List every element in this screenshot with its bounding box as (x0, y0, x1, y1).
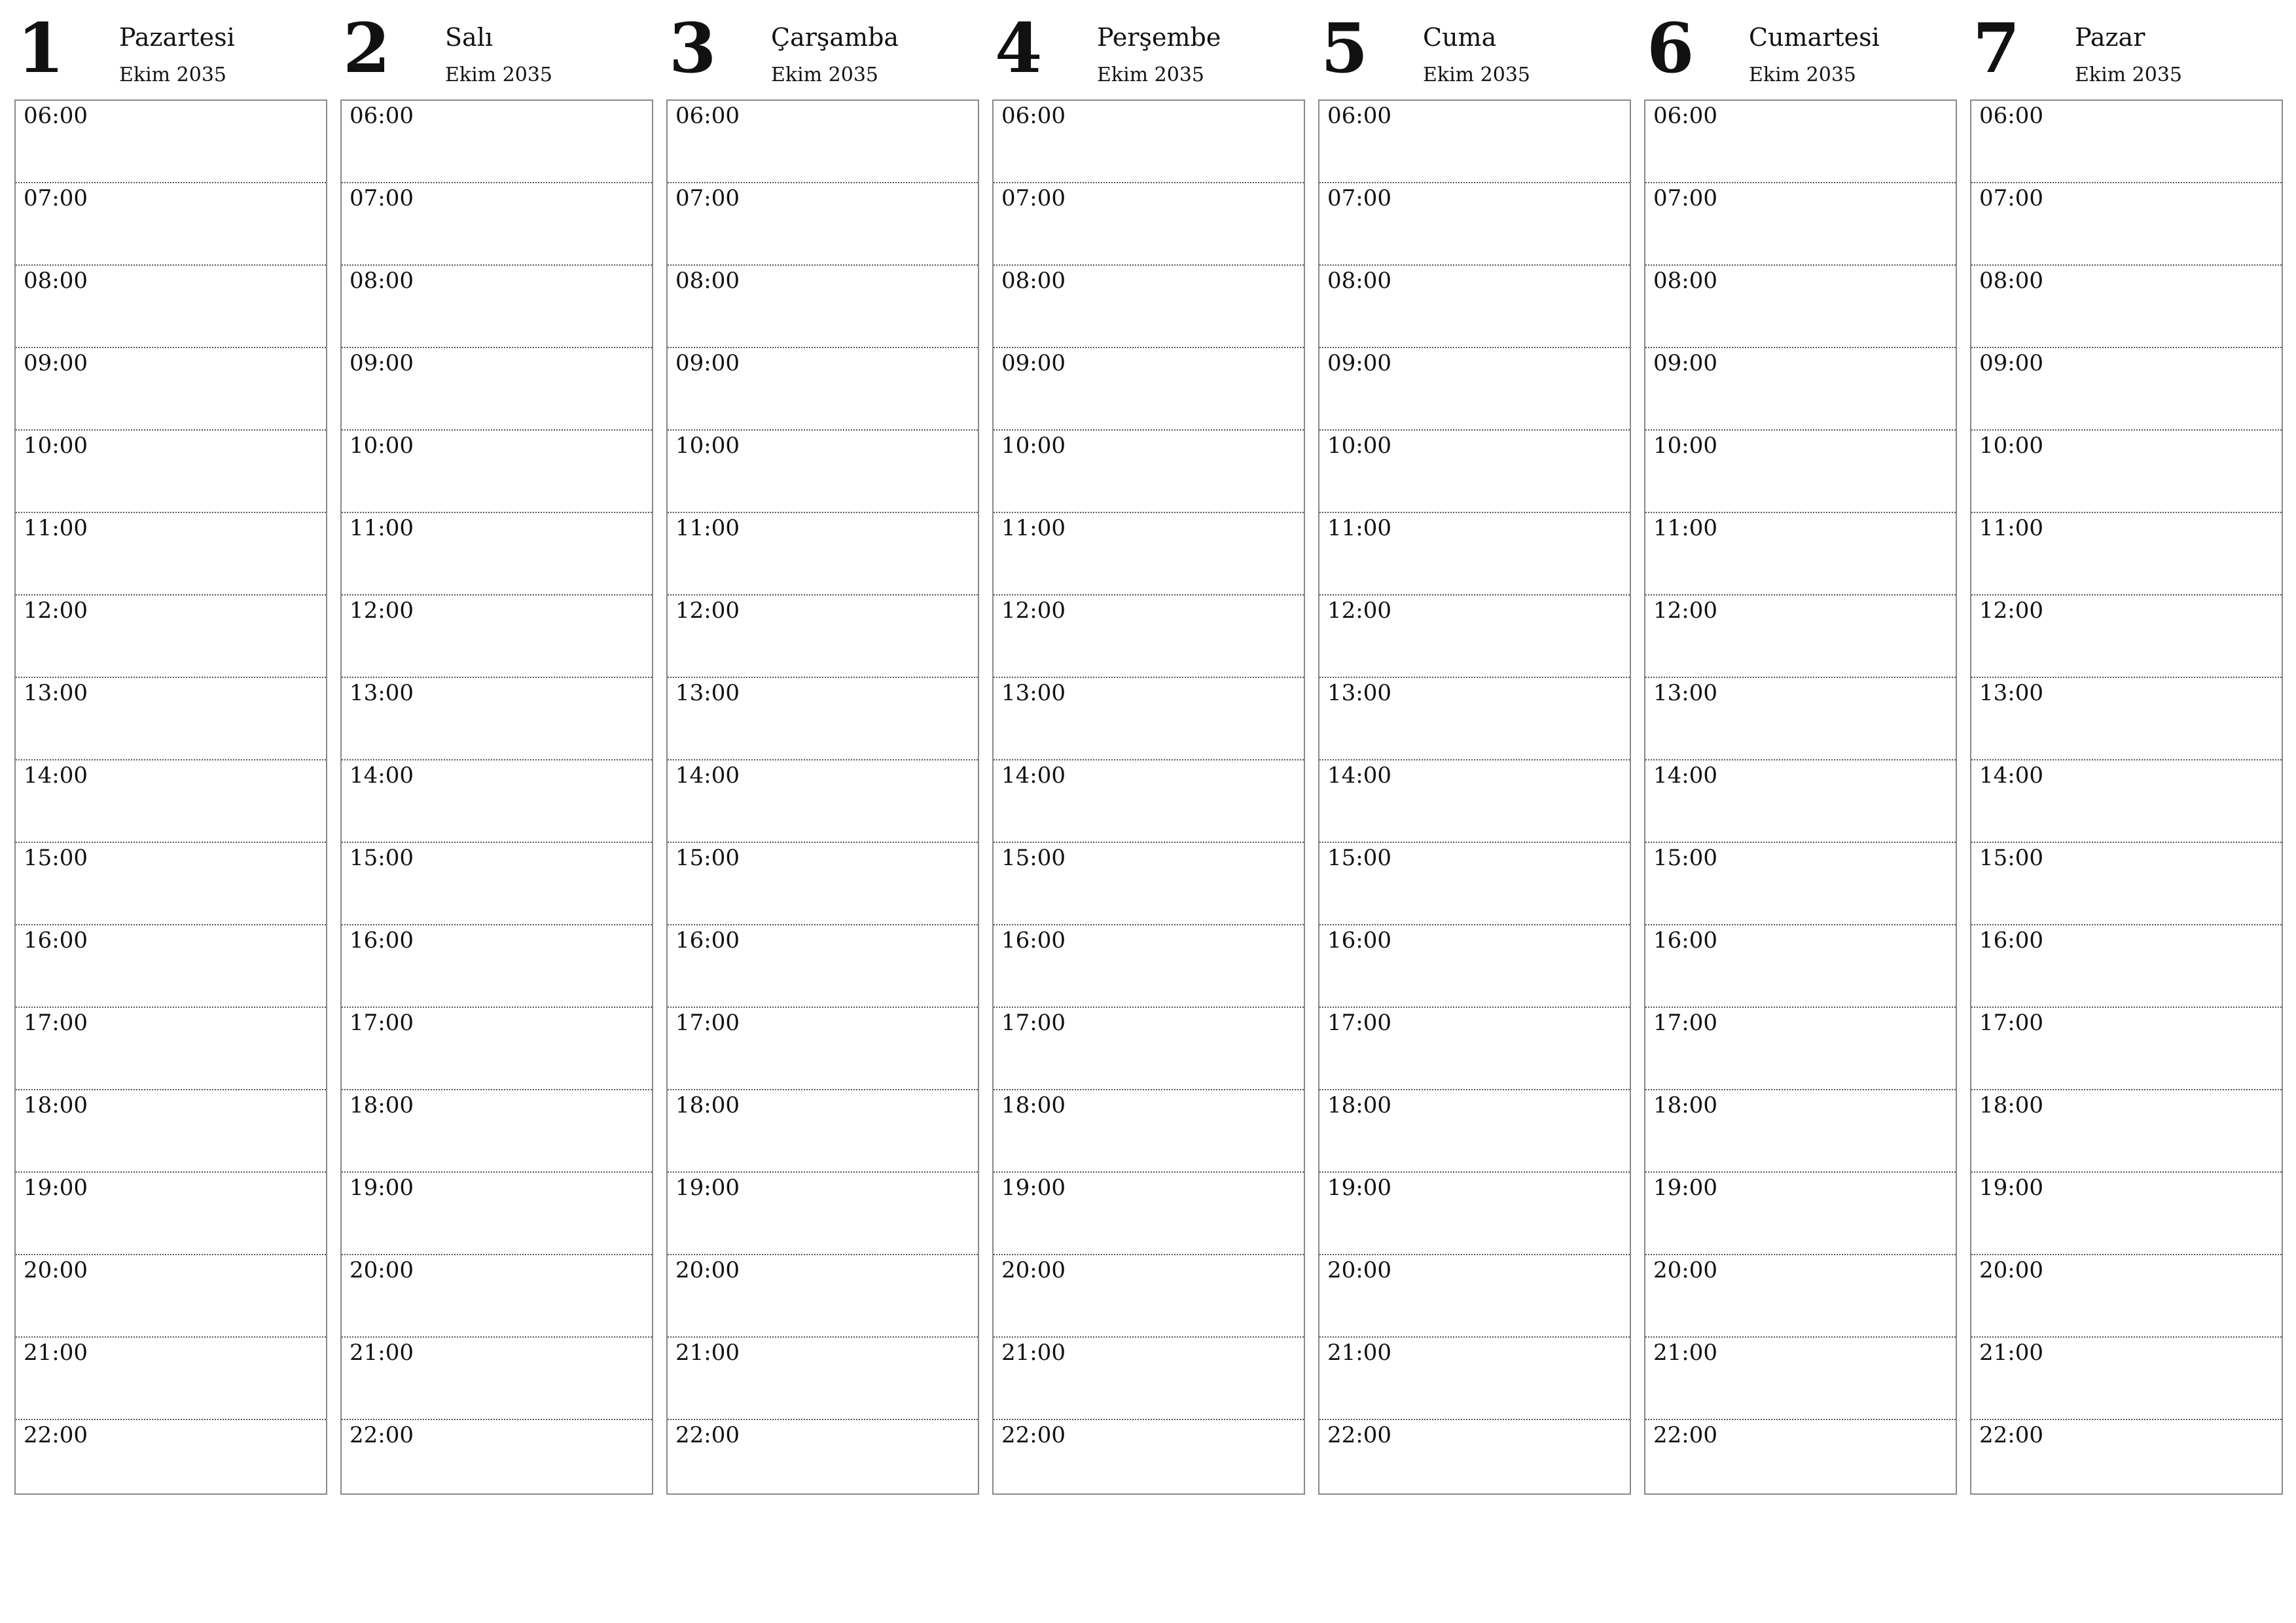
hour-slot[interactable] (994, 513, 1304, 596)
hour-label: 07:00 (350, 185, 414, 211)
hour-label: 17:00 (1327, 1010, 1391, 1036)
month-label: Ekim 2035 (1423, 63, 1531, 86)
hour-slots (666, 99, 979, 1495)
hour-label: 20:00 (1653, 1257, 1717, 1283)
hour-slot[interactable] (1319, 760, 1630, 843)
hour-slot[interactable] (1645, 348, 1956, 431)
hour-slot[interactable] (1645, 266, 1956, 348)
hour-label: 18:00 (1001, 1092, 1066, 1118)
hour-label: 20:00 (24, 1257, 88, 1283)
hour-slot[interactable] (668, 1420, 978, 1501)
hour-label: 07:00 (1653, 185, 1717, 211)
hour-slot[interactable] (1971, 266, 2282, 348)
hour-slot[interactable] (994, 760, 1304, 843)
hour-slot[interactable] (16, 513, 326, 596)
day-name: Salı (445, 23, 493, 52)
hour-slot[interactable] (1971, 513, 2282, 596)
hour-label: 09:00 (350, 350, 414, 376)
hour-label: 08:00 (675, 268, 740, 294)
day-header (1644, 0, 1957, 99)
day-column (1970, 0, 2283, 1499)
hour-label: 15:00 (24, 845, 88, 871)
hour-slot[interactable] (668, 266, 978, 348)
hour-label: 18:00 (350, 1092, 414, 1118)
hour-slot[interactable] (994, 596, 1304, 678)
hour-slot[interactable] (342, 1255, 652, 1338)
hour-slot[interactable] (1971, 925, 2282, 1008)
hour-label: 17:00 (1001, 1010, 1066, 1036)
day-number: 3 (669, 8, 717, 88)
hour-label: 21:00 (350, 1340, 414, 1366)
hour-label: 08:00 (1327, 268, 1391, 294)
day-header (992, 0, 1305, 99)
hour-slot[interactable] (994, 266, 1304, 348)
hour-slot[interactable] (668, 1008, 978, 1090)
hour-slot[interactable] (1319, 1255, 1630, 1338)
day-name: Cumartesi (1749, 23, 1880, 52)
hour-slot[interactable] (994, 1420, 1304, 1501)
hour-label: 12:00 (1979, 597, 2043, 624)
hour-slot[interactable] (1645, 513, 1956, 596)
hour-label: 17:00 (675, 1010, 740, 1036)
hour-label: 06:00 (1653, 103, 1717, 129)
hour-label: 16:00 (24, 927, 88, 954)
hour-slots (1318, 99, 1631, 1495)
hour-slot[interactable] (1645, 843, 1956, 925)
hour-slot[interactable] (668, 843, 978, 925)
hour-slot[interactable] (668, 1338, 978, 1420)
hour-label: 19:00 (1001, 1175, 1066, 1201)
hour-slot[interactable] (668, 183, 978, 266)
hour-label: 19:00 (1653, 1175, 1717, 1201)
hour-slot[interactable] (342, 1090, 652, 1173)
hour-label: 08:00 (24, 268, 88, 294)
hour-slots (1970, 99, 2283, 1495)
day-number: 2 (343, 8, 391, 88)
hour-label: 18:00 (1653, 1092, 1717, 1118)
hour-slot[interactable] (668, 596, 978, 678)
hour-label: 16:00 (1979, 927, 2043, 954)
hour-label: 21:00 (1979, 1340, 2043, 1366)
hour-label: 20:00 (1979, 1257, 2043, 1283)
hour-slot[interactable] (1971, 348, 2282, 431)
hour-label: 16:00 (350, 927, 414, 954)
hour-slot[interactable] (994, 1173, 1304, 1255)
hour-label: 12:00 (1327, 597, 1391, 624)
month-label: Ekim 2035 (771, 63, 879, 86)
hour-label: 20:00 (1327, 1257, 1391, 1283)
day-header (1318, 0, 1631, 99)
hour-label: 19:00 (1979, 1175, 2043, 1201)
hour-label: 22:00 (350, 1422, 414, 1448)
hour-label: 16:00 (1327, 927, 1391, 954)
hour-slot[interactable] (1971, 1008, 2282, 1090)
hour-slot[interactable] (1319, 1090, 1630, 1173)
hour-label: 07:00 (675, 185, 740, 211)
hour-label: 07:00 (1001, 185, 1066, 211)
hour-label: 20:00 (1001, 1257, 1066, 1283)
hour-slot[interactable] (994, 101, 1304, 183)
hour-label: 06:00 (350, 103, 414, 129)
hour-label: 09:00 (24, 350, 88, 376)
hour-slot[interactable] (16, 1255, 326, 1338)
hour-slot[interactable] (16, 348, 326, 431)
hour-label: 14:00 (1001, 762, 1066, 789)
hour-slot[interactable] (16, 1173, 326, 1255)
day-column (14, 0, 327, 1499)
hour-slot[interactable] (16, 183, 326, 266)
hour-label: 09:00 (1001, 350, 1066, 376)
hour-label: 18:00 (1327, 1092, 1391, 1118)
hour-label: 14:00 (1653, 762, 1717, 789)
hour-label: 12:00 (350, 597, 414, 624)
hour-slot[interactable] (1319, 266, 1630, 348)
hour-slots (14, 99, 327, 1495)
hour-slot[interactable] (1645, 1090, 1956, 1173)
hour-slot[interactable] (1319, 596, 1630, 678)
hour-slot[interactable] (668, 431, 978, 513)
hour-label: 10:00 (24, 433, 88, 459)
hour-label: 15:00 (350, 845, 414, 871)
hour-label: 20:00 (350, 1257, 414, 1283)
day-column (1644, 0, 1957, 1499)
hour-slot[interactable] (1319, 101, 1630, 183)
hour-slot[interactable] (1319, 925, 1630, 1008)
hour-label: 22:00 (1979, 1422, 2043, 1448)
hour-slot[interactable] (342, 431, 652, 513)
hour-label: 20:00 (675, 1257, 740, 1283)
hour-slot[interactable] (1319, 1008, 1630, 1090)
hour-label: 12:00 (675, 597, 740, 624)
hour-label: 16:00 (1001, 927, 1066, 954)
hour-label: 17:00 (24, 1010, 88, 1036)
hour-label: 12:00 (1653, 597, 1717, 624)
hour-slot[interactable] (1971, 1173, 2282, 1255)
hour-slot[interactable] (1971, 678, 2282, 760)
hour-label: 08:00 (350, 268, 414, 294)
hour-label: 11:00 (350, 515, 414, 541)
hour-label: 14:00 (1327, 762, 1391, 789)
hour-slot[interactable] (342, 183, 652, 266)
hour-label: 10:00 (1001, 433, 1066, 459)
hour-slot[interactable] (994, 183, 1304, 266)
hour-label: 10:00 (1653, 433, 1717, 459)
hour-slot[interactable] (16, 678, 326, 760)
month-label: Ekim 2035 (119, 63, 227, 86)
hour-slot[interactable] (342, 1338, 652, 1420)
hour-label: 19:00 (1327, 1175, 1391, 1201)
hour-label: 21:00 (1327, 1340, 1391, 1366)
hour-slot[interactable] (342, 348, 652, 431)
hour-label: 21:00 (1001, 1340, 1066, 1366)
hour-label: 19:00 (350, 1175, 414, 1201)
hour-label: 13:00 (24, 680, 88, 706)
hour-label: 13:00 (1001, 680, 1066, 706)
hour-label: 11:00 (675, 515, 740, 541)
hour-label: 11:00 (1001, 515, 1066, 541)
hour-slot[interactable] (1645, 678, 1956, 760)
hour-slot[interactable] (16, 760, 326, 843)
hour-label: 10:00 (1979, 433, 2043, 459)
hour-label: 22:00 (1327, 1422, 1391, 1448)
hour-slots (992, 99, 1305, 1495)
hour-label: 15:00 (1979, 845, 2043, 871)
hour-label: 13:00 (1327, 680, 1391, 706)
hour-slot[interactable] (1319, 183, 1630, 266)
month-label: Ekim 2035 (1097, 63, 1205, 86)
day-column (666, 0, 979, 1499)
day-name: Perşembe (1097, 23, 1221, 52)
day-header (14, 0, 327, 99)
hour-slot[interactable] (668, 1173, 978, 1255)
hour-label: 11:00 (1979, 515, 2043, 541)
hour-slot[interactable] (1645, 1173, 1956, 1255)
hour-label: 14:00 (675, 762, 740, 789)
hour-slot[interactable] (668, 101, 978, 183)
hour-slot[interactable] (668, 513, 978, 596)
hour-slot[interactable] (1645, 1420, 1956, 1501)
hour-slot[interactable] (1971, 183, 2282, 266)
month-label: Ekim 2035 (2075, 63, 2183, 86)
hour-slot[interactable] (668, 925, 978, 1008)
hour-slots (340, 99, 653, 1495)
hour-slot[interactable] (1971, 1338, 2282, 1420)
hour-slot[interactable] (1645, 101, 1956, 183)
hour-label: 13:00 (1979, 680, 2043, 706)
hour-label: 15:00 (1001, 845, 1066, 871)
day-number: 5 (1321, 8, 1369, 88)
hour-label: 22:00 (1001, 1422, 1066, 1448)
day-number: 6 (1647, 8, 1695, 88)
hour-label: 15:00 (1653, 845, 1717, 871)
hour-slot[interactable] (994, 843, 1304, 925)
hour-slot[interactable] (1319, 1173, 1630, 1255)
day-number: 7 (1973, 8, 2020, 88)
hour-slot[interactable] (1971, 1255, 2282, 1338)
hour-slots (1644, 99, 1957, 1495)
hour-label: 09:00 (1327, 350, 1391, 376)
hour-label: 17:00 (1653, 1010, 1717, 1036)
hour-slot[interactable] (994, 1338, 1304, 1420)
day-column (992, 0, 1305, 1499)
hour-slot[interactable] (16, 431, 326, 513)
day-header (666, 0, 979, 99)
hour-slot[interactable] (1645, 760, 1956, 843)
hour-slot[interactable] (1645, 925, 1956, 1008)
hour-slot[interactable] (342, 925, 652, 1008)
hour-slot[interactable] (1971, 760, 2282, 843)
hour-slot[interactable] (668, 348, 978, 431)
hour-slot[interactable] (994, 431, 1304, 513)
hour-slot[interactable] (994, 925, 1304, 1008)
hour-slot[interactable] (1319, 1338, 1630, 1420)
hour-label: 13:00 (675, 680, 740, 706)
hour-slot[interactable] (994, 1090, 1304, 1173)
hour-slot[interactable] (668, 1255, 978, 1338)
day-column (340, 0, 653, 1499)
hour-slot[interactable] (1971, 101, 2282, 183)
hour-slot[interactable] (16, 266, 326, 348)
hour-label: 07:00 (1979, 185, 2043, 211)
month-label: Ekim 2035 (445, 63, 553, 86)
day-number: 1 (17, 8, 65, 88)
hour-slot[interactable] (342, 266, 652, 348)
hour-slot[interactable] (994, 1008, 1304, 1090)
hour-label: 22:00 (675, 1422, 740, 1448)
hour-label: 14:00 (1979, 762, 2043, 789)
hour-label: 07:00 (24, 185, 88, 211)
hour-label: 14:00 (24, 762, 88, 789)
hour-slot[interactable] (668, 760, 978, 843)
hour-slot[interactable] (1971, 843, 2282, 925)
hour-label: 11:00 (1327, 515, 1391, 541)
hour-label: 15:00 (1327, 845, 1391, 871)
hour-label: 15:00 (675, 845, 740, 871)
hour-label: 17:00 (350, 1010, 414, 1036)
day-name: Pazartesi (119, 23, 235, 52)
hour-label: 13:00 (1653, 680, 1717, 706)
hour-label: 10:00 (1327, 433, 1391, 459)
hour-label: 16:00 (1653, 927, 1717, 954)
hour-label: 22:00 (1653, 1422, 1717, 1448)
hour-slot[interactable] (16, 925, 326, 1008)
hour-slot[interactable] (1971, 431, 2282, 513)
hour-label: 08:00 (1653, 268, 1717, 294)
hour-slot[interactable] (16, 1090, 326, 1173)
hour-slot[interactable] (994, 1255, 1304, 1338)
hour-label: 18:00 (675, 1092, 740, 1118)
hour-slot[interactable] (1319, 431, 1630, 513)
hour-label: 09:00 (675, 350, 740, 376)
hour-label: 06:00 (675, 103, 740, 129)
hour-slot[interactable] (342, 1173, 652, 1255)
hour-slot[interactable] (1319, 513, 1630, 596)
hour-slot[interactable] (668, 1090, 978, 1173)
day-column (1318, 0, 1631, 1499)
hour-label: 11:00 (1653, 515, 1717, 541)
day-name: Pazar (2075, 23, 2145, 52)
hour-label: 08:00 (1979, 268, 2043, 294)
hour-slot[interactable] (342, 596, 652, 678)
hour-slot[interactable] (994, 678, 1304, 760)
hour-slot[interactable] (342, 1008, 652, 1090)
hour-label: 06:00 (1327, 103, 1391, 129)
hour-label: 08:00 (1001, 268, 1066, 294)
hour-slot[interactable] (1645, 1255, 1956, 1338)
hour-label: 16:00 (675, 927, 740, 954)
hour-slot[interactable] (16, 1008, 326, 1090)
hour-label: 10:00 (675, 433, 740, 459)
hour-slot[interactable] (342, 101, 652, 183)
hour-label: 19:00 (24, 1175, 88, 1201)
hour-label: 12:00 (1001, 597, 1066, 624)
hour-slot[interactable] (1319, 678, 1630, 760)
hour-slot[interactable] (1645, 1008, 1956, 1090)
hour-label: 11:00 (24, 515, 88, 541)
day-name: Çarşamba (771, 23, 899, 52)
hour-slot[interactable] (1319, 843, 1630, 925)
hour-label: 21:00 (1653, 1340, 1717, 1366)
hour-slot[interactable] (1319, 348, 1630, 431)
hour-label: 22:00 (24, 1422, 88, 1448)
hour-slot[interactable] (16, 101, 326, 183)
hour-label: 09:00 (1653, 350, 1717, 376)
hour-slot[interactable] (342, 678, 652, 760)
hour-label: 13:00 (350, 680, 414, 706)
hour-label: 18:00 (1979, 1092, 2043, 1118)
hour-label: 06:00 (1001, 103, 1066, 129)
hour-slot[interactable] (1971, 1090, 2282, 1173)
hour-label: 06:00 (24, 103, 88, 129)
hour-label: 07:00 (1327, 185, 1391, 211)
day-header (340, 0, 653, 99)
hour-slot[interactable] (16, 1420, 326, 1501)
hour-label: 21:00 (675, 1340, 740, 1366)
hour-slot[interactable] (1645, 1338, 1956, 1420)
hour-slot[interactable] (1971, 1420, 2282, 1501)
hour-label: 14:00 (350, 762, 414, 789)
day-name: Cuma (1423, 23, 1497, 52)
hour-slot[interactable] (994, 348, 1304, 431)
hour-label: 21:00 (24, 1340, 88, 1366)
hour-slot[interactable] (16, 1338, 326, 1420)
hour-slot[interactable] (16, 596, 326, 678)
day-header (1970, 0, 2283, 99)
hour-label: 06:00 (1979, 103, 2043, 129)
month-label: Ekim 2035 (1749, 63, 1857, 86)
hour-slot[interactable] (1645, 596, 1956, 678)
day-number: 4 (995, 8, 1043, 88)
hour-slot[interactable] (342, 513, 652, 596)
hour-label: 19:00 (675, 1175, 740, 1201)
hour-slot[interactable] (1645, 183, 1956, 266)
hour-label: 09:00 (1979, 350, 2043, 376)
hour-slot[interactable] (16, 843, 326, 925)
hour-slot[interactable] (342, 760, 652, 843)
hour-slot[interactable] (342, 843, 652, 925)
hour-slot[interactable] (1645, 431, 1956, 513)
hour-label: 12:00 (24, 597, 88, 624)
hour-label: 18:00 (24, 1092, 88, 1118)
hour-slot[interactable] (342, 1420, 652, 1501)
hour-label: 17:00 (1979, 1010, 2043, 1036)
hour-slot[interactable] (1971, 596, 2282, 678)
hour-slot[interactable] (668, 678, 978, 760)
hour-label: 10:00 (350, 433, 414, 459)
hour-slot[interactable] (1319, 1420, 1630, 1501)
